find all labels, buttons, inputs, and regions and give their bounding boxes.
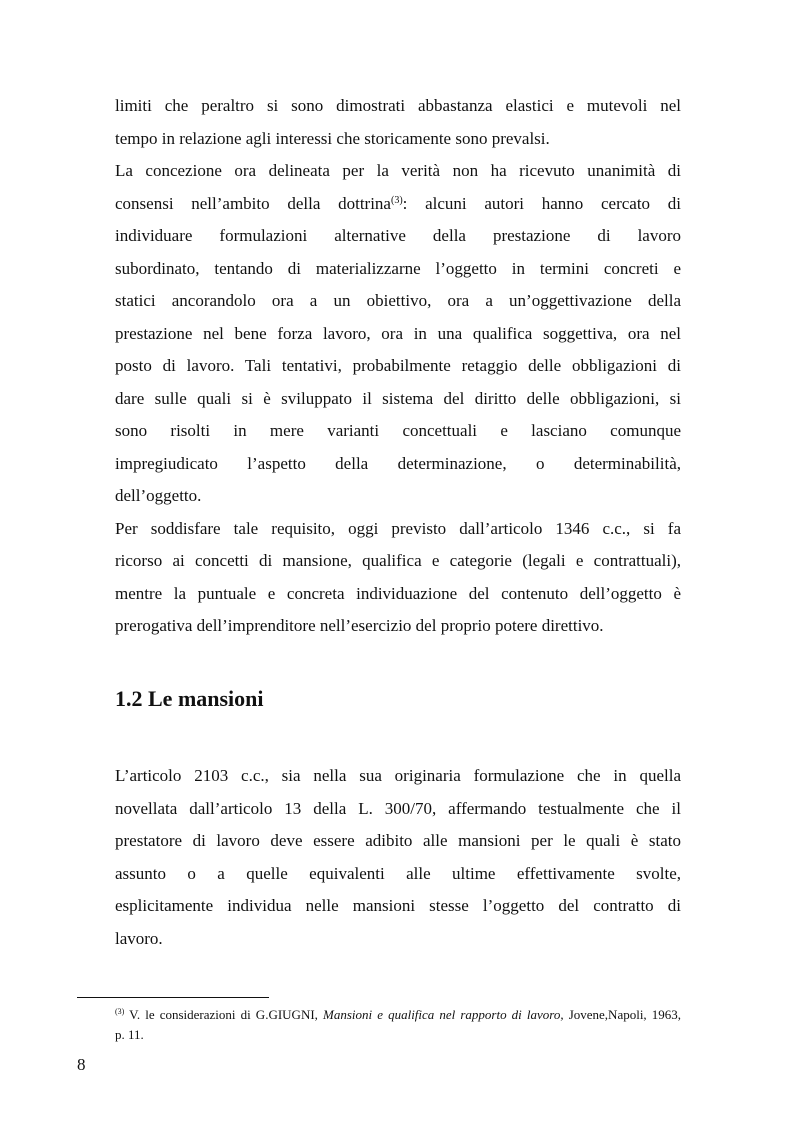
footnote-line	[115, 1005, 681, 1025]
text-line: posto di lavoro. Tali tentativi, probabilmente retaggio delle obbligazioni di	[115, 356, 681, 375]
body-text	[115, 90, 681, 643]
text-line: prestatore di lavoro deve essere adibito alle mansioni per le quali è stato	[115, 831, 681, 850]
paragraph	[115, 155, 681, 513]
text-line: mentre la puntuale e concreta individuazione del contenuto dell’oggetto è	[115, 583, 681, 603]
text-line: sono risolti in mere varianti concettuali e lasciano comunque	[115, 421, 681, 440]
text-fragment: : alcuni autori hanno cercato di	[402, 193, 681, 213]
text-line: La concezione ora delineata per la verità non ha ricevuto unanimità di	[115, 161, 681, 180]
text-line: assunto o a quelle equivalenti alle ultime effettivamente svolte,	[115, 863, 681, 883]
text-line: statici ancorandolo ora a un obiettivo, ora a un’oggettivazione della	[115, 291, 681, 310]
text-line: dell’oggetto.	[115, 486, 202, 505]
text-line: individuare formulazioni alternative della prestazione di lavoro	[115, 226, 681, 245]
text-line: impregiudicato l’aspetto della determinazione, o determinabilità,	[115, 453, 681, 473]
section-heading: 1.2 Le mansioni	[115, 686, 264, 711]
text-line: esplicitamente individua nelle mansioni stesse l’oggetto del contratto di	[115, 896, 681, 915]
footnote	[115, 1005, 681, 1045]
footnote-divider	[77, 997, 269, 998]
paragraph	[115, 90, 681, 155]
footnote-text: V. le considerazioni di G.GIUGNI,	[124, 1007, 324, 1022]
text-line: tempo in relazione agli interessi che storicamente sono prevalsi.	[115, 128, 550, 148]
text-line: prestazione nel bene forza lavoro, ora in una qualifica soggettiva, ora nel	[115, 323, 681, 343]
text-line: novellata dall’articolo 13 della L. 300/70, affermando testualmente che il	[115, 798, 681, 818]
text-line: ricorso ai concetti di mansione, qualifica e categorie (legali e contrattuali),	[115, 551, 681, 570]
text-line: dare sulle quali si è sviluppato il sistema del diritto delle obbligazioni, si	[115, 388, 681, 408]
body-text	[115, 760, 681, 955]
footnote-book-title: Mansioni e qualifica nel rapporto di lavoro,	[323, 1007, 564, 1022]
footnote-line: p. 11.	[115, 1027, 144, 1042]
text-line: limiti che peraltro si sono dimostrati abbastanza elastici e mutevoli nel	[115, 96, 681, 115]
text-line: prerogativa dell’imprenditore nell’esercizio del proprio potere direttivo.	[115, 616, 604, 635]
paragraph	[115, 760, 681, 955]
footnote-marker: (3)	[115, 1007, 125, 1016]
text-fragment: consensi nell’ambito della dottrina	[115, 193, 391, 213]
text-line: lavoro.	[115, 928, 163, 948]
footnote-reference[interactable]: (3)	[390, 194, 403, 206]
footnote-text: Jovene,Napoli, 1963,	[563, 1007, 682, 1022]
page-number: 8	[77, 1055, 86, 1074]
text-line: L’articolo 2103 c.c., sia nella sua originaria formulazione che in quella	[115, 766, 681, 785]
paragraph	[115, 513, 681, 643]
text-line	[115, 188, 681, 221]
text-line: Per soddisfare tale requisito, oggi previsto dall’articolo 1346 c.c., si fa	[115, 518, 681, 538]
text-line: subordinato, tentando di materializzarne l’oggetto in termini concreti e	[115, 258, 681, 278]
